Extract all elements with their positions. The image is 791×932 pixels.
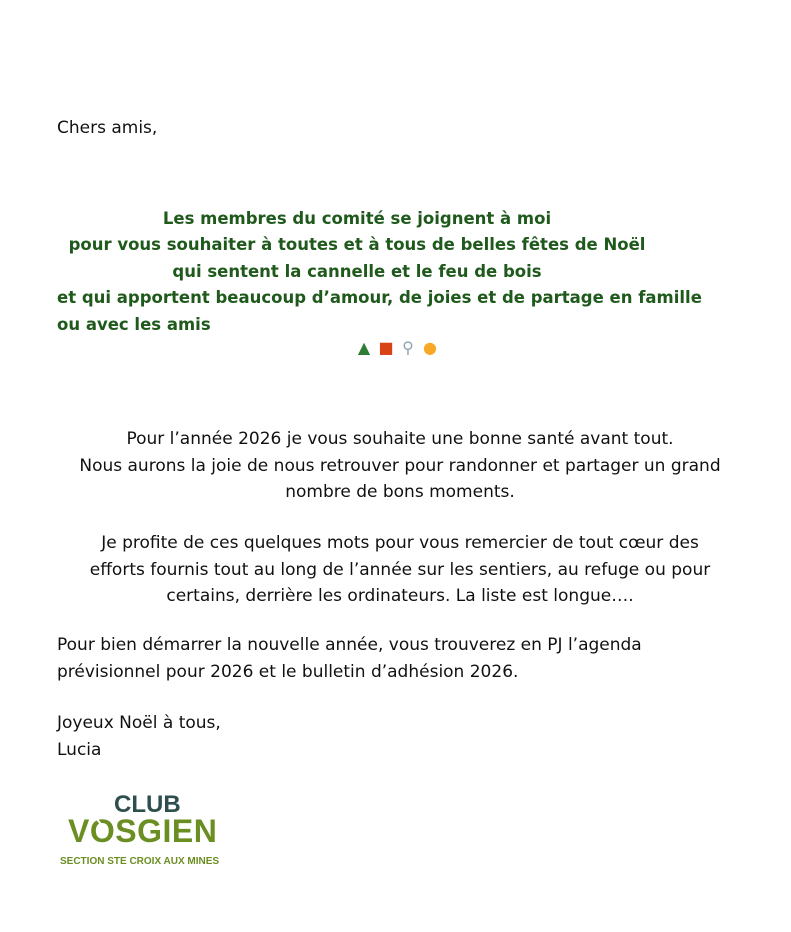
logo-line2: VOSGIEN [68,813,218,849]
wishes-line: ou avec les amis [57,314,211,334]
signature: Lucia [57,739,102,760]
paragraph-thanks [40,530,760,610]
holiday-wishes [57,206,757,338]
paragraph-line: certains, derrière les ordinateurs. La liste est longue…. [166,586,634,606]
winking-face-icon: ● [423,338,437,357]
closing [57,710,757,763]
paragraph-line: prévisionnel pour 2026 et le bulletin d’adhésion 2026. [57,661,519,682]
club-vosgien-logo [60,788,260,868]
paragraph-line: Je profite de ces quelques mots pour vous remercier de tout cœur des [101,533,699,553]
logo-line1: CLUB [114,791,181,818]
paragraph-line: efforts fournis tout au long de l’année sur les sentiers, au refuge ou pour [89,559,711,580]
salutation: Joyeux Noël à tous, [57,713,221,733]
wishes-line: et qui apportent beaucoup d’amour, de joies et de partage en famille [57,288,702,308]
paragraph-line: Pour l’année 2026 je vous souhaite une bonne santé avant tout. [126,429,674,449]
paragraph-line: nombre de bons moments. [285,482,515,502]
champagne-glasses-icon: ⚲ [402,338,414,357]
paragraph-new-year [40,426,760,506]
gift-icon: ■ [378,338,394,357]
paragraph-line: Nous aurons la joie de nous retrouver pour randonner et partager un grand [79,455,721,476]
wishes-line: pour vous souhaiter à toutes et à tous de belles fêtes de Noël [68,235,646,255]
wishes-line: Les membres du comité se joignent à moi [162,209,552,228]
logo-subtitle: SECTION STE CROIX AUX MINES [60,856,220,867]
wishes-line: qui sentent la cannelle et le feu de bois [172,261,542,281]
emoji-row [355,338,439,358]
paragraph-line: Pour bien démarrer la nouvelle année, vous trouverez en PJ l’agenda [57,635,642,655]
paragraph-attachments [57,632,757,685]
christmas-tree-icon: ▲ [357,338,371,357]
greeting: Chers amis, [57,118,158,138]
